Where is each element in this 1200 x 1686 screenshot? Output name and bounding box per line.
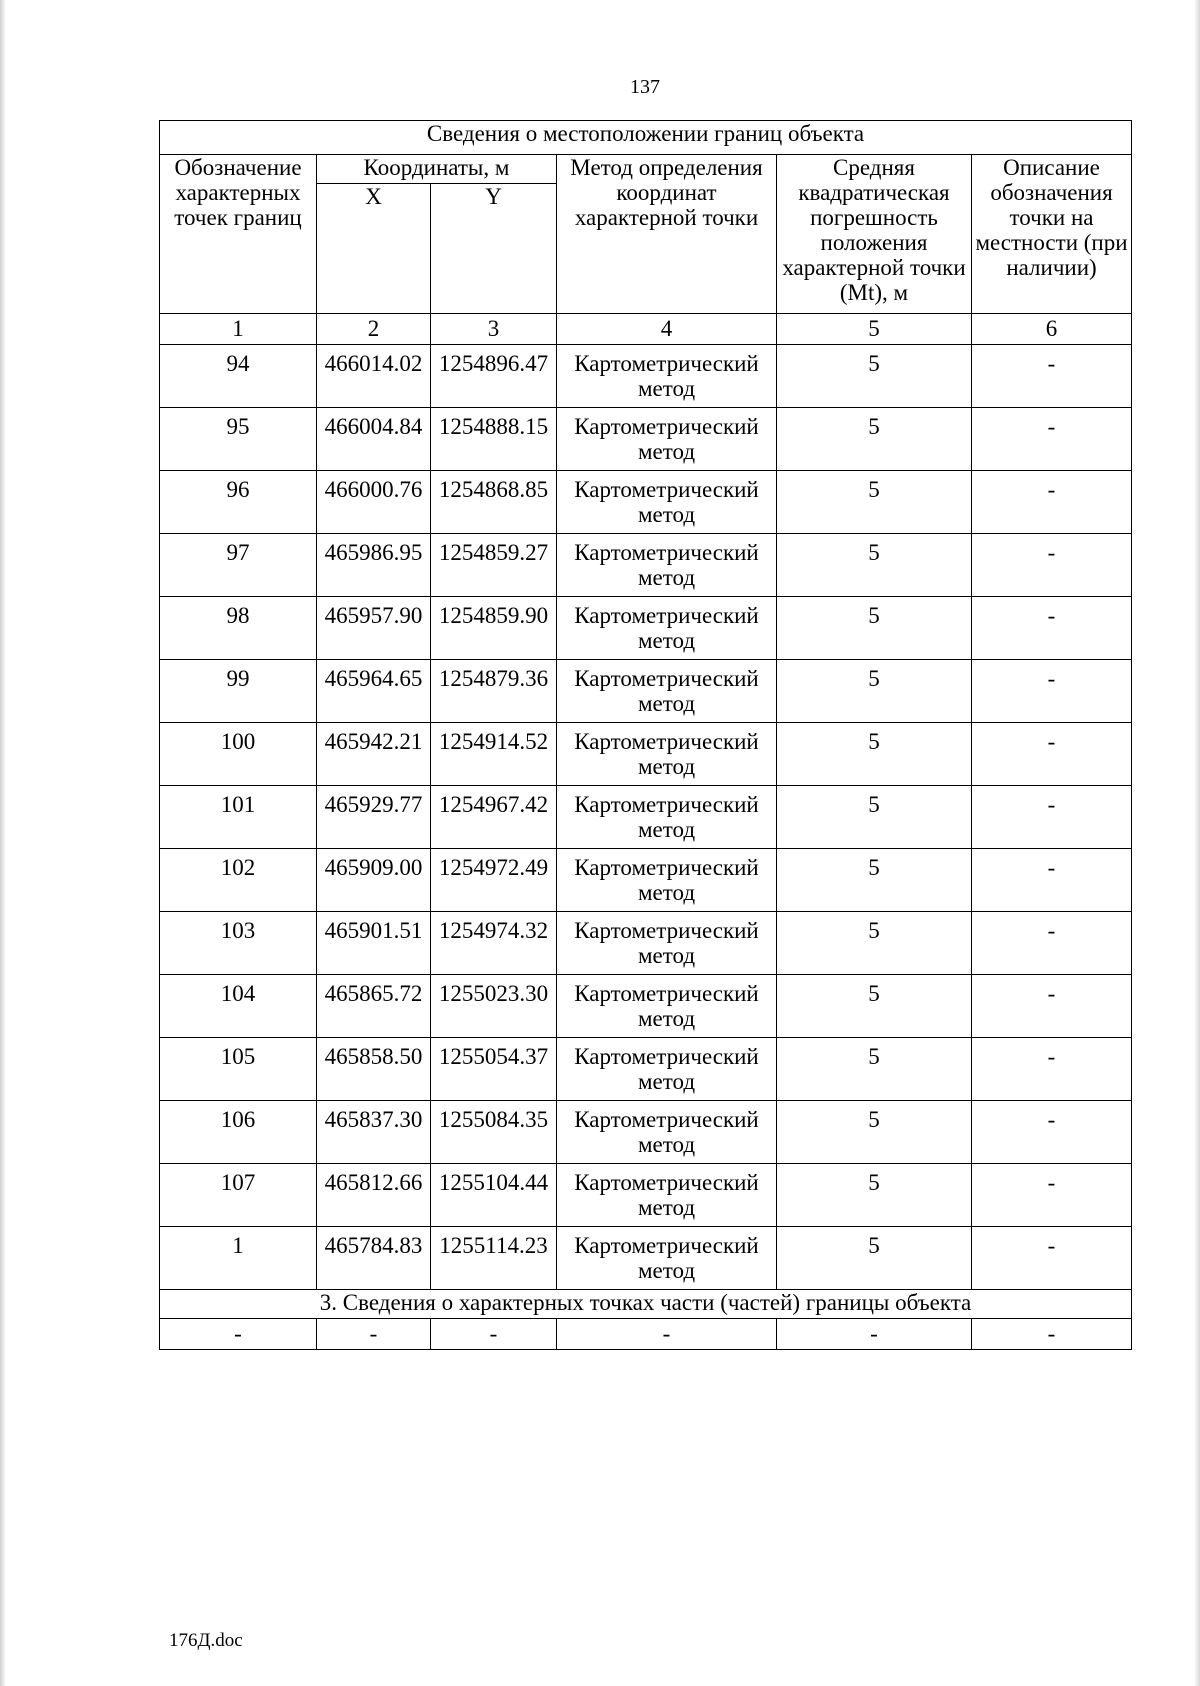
cell-mean-error: 5 (777, 1101, 972, 1164)
cell-description: - (972, 534, 1132, 597)
header-row (160, 155, 1132, 184)
cell-x: 465986.95 (317, 534, 431, 597)
cell-point: 98 (160, 597, 317, 660)
table-row (160, 786, 1132, 849)
cell-method: Картометрический метод (557, 1101, 777, 1164)
cell-x: 465812.66 (317, 1164, 431, 1227)
scan-edge-left (0, 0, 6, 1686)
cell-mean-error: 5 (777, 660, 972, 723)
header-y: Y (431, 184, 557, 314)
cell-x: 465929.77 (317, 786, 431, 849)
cell-description: - (972, 912, 1132, 975)
cell-y: 1254879.36 (431, 660, 557, 723)
cell-method: Картометрический метод (557, 723, 777, 786)
cell-mean-error: 5 (777, 849, 972, 912)
cell-x: 465942.21 (317, 723, 431, 786)
cell-description: - (972, 1038, 1132, 1101)
empty-row (160, 1319, 1132, 1350)
empty-cell: - (557, 1319, 777, 1350)
cell-y: 1255084.35 (431, 1101, 557, 1164)
cell-mean-error: 5 (777, 534, 972, 597)
cell-x: 465957.90 (317, 597, 431, 660)
cell-x: 465964.65 (317, 660, 431, 723)
cell-y: 1254896.47 (431, 345, 557, 408)
header-point-designation: Обозначение характерных точек границ (160, 155, 317, 314)
cell-mean-error: 5 (777, 975, 972, 1038)
cell-method: Картометрический метод (557, 471, 777, 534)
cell-method: Картометрический метод (557, 345, 777, 408)
cell-mean-error: 5 (777, 345, 972, 408)
header-coordinates: Координаты, м (317, 155, 557, 184)
cell-x: 466000.76 (317, 471, 431, 534)
cell-mean-error: 5 (777, 597, 972, 660)
cell-method: Картометрический метод (557, 1164, 777, 1227)
header-method: Метод определения координат характерной точки (557, 155, 777, 314)
cell-description: - (972, 660, 1132, 723)
cell-method: Картометрический метод (557, 975, 777, 1038)
header-mean-error: Средняя квадратическая погрешность положения характерной точки (Mt), м (777, 155, 972, 314)
empty-cell: - (972, 1319, 1132, 1350)
table-row (160, 723, 1132, 786)
column-number: 1 (160, 314, 317, 345)
cell-point: 104 (160, 975, 317, 1038)
cell-point: 96 (160, 471, 317, 534)
cell-y: 1254967.42 (431, 786, 557, 849)
header-description: Описание обозначения точки на местности (при наличии) (972, 155, 1132, 314)
table-row (160, 1164, 1132, 1227)
cell-description: - (972, 408, 1132, 471)
cell-method: Картометрический метод (557, 660, 777, 723)
cell-y: 1254859.90 (431, 597, 557, 660)
cell-method: Картометрический метод (557, 1038, 777, 1101)
empty-cell: - (431, 1319, 557, 1350)
cell-description: - (972, 849, 1132, 912)
column-number: 6 (972, 314, 1132, 345)
cell-description: - (972, 1227, 1132, 1290)
table-row (160, 597, 1132, 660)
cell-x: 466014.02 (317, 345, 431, 408)
cell-point: 94 (160, 345, 317, 408)
table-row (160, 1227, 1132, 1290)
cell-point: 101 (160, 786, 317, 849)
table-row (160, 849, 1132, 912)
empty-cell: - (160, 1319, 317, 1350)
table-row (160, 1038, 1132, 1101)
section3-title: 3. Сведения о характерных точках части (частей) границы объекта (160, 1290, 1132, 1319)
cell-y: 1254972.49 (431, 849, 557, 912)
cell-point: 99 (160, 660, 317, 723)
cell-y: 1254868.85 (431, 471, 557, 534)
cell-x: 466004.84 (317, 408, 431, 471)
cell-x: 465909.00 (317, 849, 431, 912)
footer-filename: 176Д.doc (169, 1630, 243, 1651)
empty-cell: - (317, 1319, 431, 1350)
cell-mean-error: 5 (777, 408, 972, 471)
cell-method: Картометрический метод (557, 912, 777, 975)
cell-point: 106 (160, 1101, 317, 1164)
cell-mean-error: 5 (777, 471, 972, 534)
table-row (160, 1101, 1132, 1164)
table-row (160, 345, 1132, 408)
cell-x: 465901.51 (317, 912, 431, 975)
empty-cell: - (777, 1319, 972, 1350)
cell-mean-error: 5 (777, 786, 972, 849)
cell-y: 1254859.27 (431, 534, 557, 597)
table-row (160, 660, 1132, 723)
cell-y: 1255023.30 (431, 975, 557, 1038)
column-number: 5 (777, 314, 972, 345)
cell-point: 97 (160, 534, 317, 597)
cell-y: 1254888.15 (431, 408, 557, 471)
cell-mean-error: 5 (777, 1227, 972, 1290)
cell-description: - (972, 471, 1132, 534)
column-number-row (160, 314, 1132, 345)
cell-method: Картометрический метод (557, 786, 777, 849)
cell-mean-error: 5 (777, 1164, 972, 1227)
data-rows (160, 345, 1132, 1290)
cell-point: 102 (160, 849, 317, 912)
cell-y: 1254914.52 (431, 723, 557, 786)
cell-x: 465837.30 (317, 1101, 431, 1164)
section3-row (160, 1290, 1132, 1319)
cell-method: Картометрический метод (557, 408, 777, 471)
column-number: 2 (317, 314, 431, 345)
cell-description: - (972, 1164, 1132, 1227)
cell-point: 100 (160, 723, 317, 786)
cell-x: 465858.50 (317, 1038, 431, 1101)
boundary-coordinates-table (159, 120, 1132, 1350)
cell-y: 1255114.23 (431, 1227, 557, 1290)
cell-x: 465865.72 (317, 975, 431, 1038)
cell-description: - (972, 786, 1132, 849)
table-row (160, 408, 1132, 471)
cell-mean-error: 5 (777, 1038, 972, 1101)
table-row (160, 534, 1132, 597)
cell-description: - (972, 597, 1132, 660)
cell-description: - (972, 345, 1132, 408)
cell-mean-error: 5 (777, 723, 972, 786)
cell-description: - (972, 975, 1132, 1038)
table-title: Сведения о местоположении границ объекта (160, 121, 1132, 155)
cell-point: 103 (160, 912, 317, 975)
column-number: 4 (557, 314, 777, 345)
cell-point: 95 (160, 408, 317, 471)
cell-method: Картометрический метод (557, 534, 777, 597)
cell-y: 1255054.37 (431, 1038, 557, 1101)
table-row (160, 912, 1132, 975)
page-number: 137 (630, 76, 660, 98)
cell-method: Картометрический метод (557, 597, 777, 660)
column-number: 3 (431, 314, 557, 345)
cell-description: - (972, 1101, 1132, 1164)
table-row (160, 471, 1132, 534)
cell-point: 105 (160, 1038, 317, 1101)
scan-edge-right (1194, 0, 1200, 1686)
table-row (160, 975, 1132, 1038)
table-title-row (160, 121, 1132, 155)
cell-method: Картометрический метод (557, 849, 777, 912)
cell-y: 1255104.44 (431, 1164, 557, 1227)
cell-mean-error: 5 (777, 912, 972, 975)
cell-point: 107 (160, 1164, 317, 1227)
cell-description: - (972, 723, 1132, 786)
cell-y: 1254974.32 (431, 912, 557, 975)
cell-method: Картометрический метод (557, 1227, 777, 1290)
header-x: X (317, 184, 431, 314)
cell-point: 1 (160, 1227, 317, 1290)
cell-x: 465784.83 (317, 1227, 431, 1290)
